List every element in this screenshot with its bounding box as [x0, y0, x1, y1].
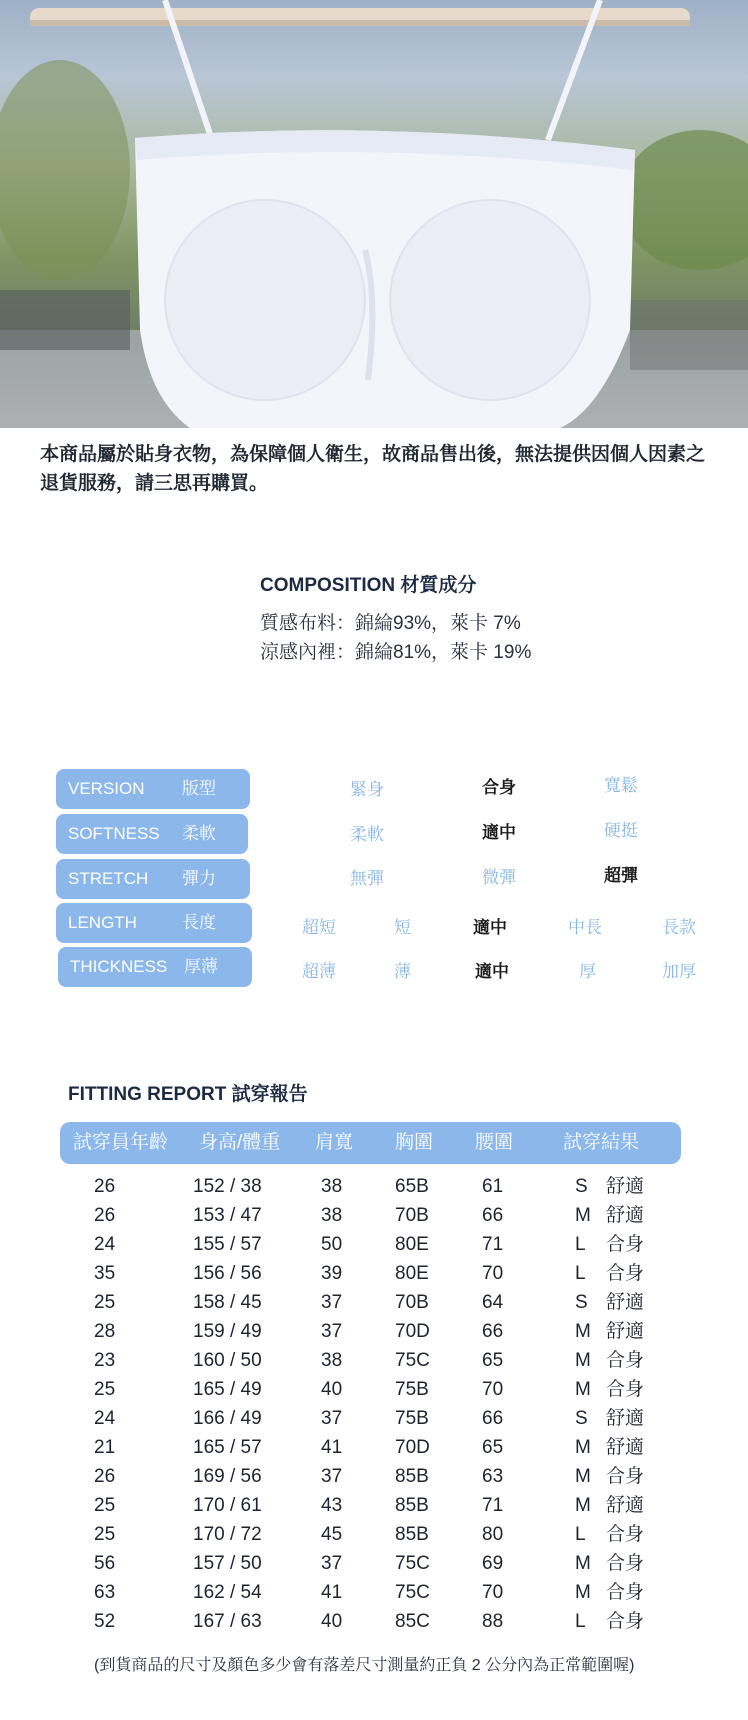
row-result: 合身 [606, 1466, 645, 1487]
attr-option: 短 [394, 918, 411, 937]
row-shoulder: 39 [321, 1263, 343, 1284]
row-size: M [575, 1379, 591, 1400]
header-shoulder: 肩寬 [315, 1132, 354, 1153]
row-result: 合身 [606, 1611, 645, 1632]
return-policy-notice: 本商品屬於貼身衣物，為保障個人衛生，故商品售出後，無法提供因個人因素之退貨服務，請三思再購買。 [40, 444, 706, 494]
camisole-illustration [0, 0, 748, 428]
row-size: L [575, 1524, 586, 1545]
table-row [0, 1578, 748, 1607]
composition-title: COMPOSITION 材質成分 [260, 575, 477, 596]
row-result: 舒適 [606, 1292, 645, 1313]
row-bust: 80E [395, 1263, 429, 1284]
row-height-weight: 160 / 50 [193, 1350, 262, 1371]
row-height-weight: 169 / 56 [193, 1466, 262, 1487]
row-age: 25 [94, 1495, 116, 1516]
row-height-weight: 170 / 61 [193, 1495, 262, 1516]
attr-option: 寬鬆 [604, 776, 638, 795]
composition-line: 質感布料：錦綸93%，萊卡 7% [260, 613, 521, 634]
row-bust: 70D [395, 1437, 430, 1458]
row-bust: 75C [395, 1350, 430, 1371]
row-waist: 66 [482, 1205, 504, 1226]
header-waist: 腰圍 [475, 1132, 514, 1153]
row-result: 舒適 [606, 1205, 645, 1226]
attr-option: 適中 [482, 823, 516, 842]
row-height-weight: 162 / 54 [193, 1582, 262, 1603]
row-shoulder: 40 [321, 1379, 343, 1400]
row-result: 合身 [606, 1553, 645, 1574]
composition-line: 涼感內裡：錦綸81%，萊卡 19% [260, 642, 532, 663]
table-row [0, 1172, 748, 1201]
row-bust: 80E [395, 1234, 429, 1255]
row-height-weight: 165 / 57 [193, 1437, 262, 1458]
row-waist: 70 [482, 1582, 504, 1603]
row-waist: 65 [482, 1437, 504, 1458]
row-bust: 75B [395, 1379, 429, 1400]
row-age: 26 [94, 1176, 116, 1197]
attr-option: 超彈 [604, 866, 638, 885]
table-row [0, 1375, 748, 1404]
row-waist: 61 [482, 1176, 504, 1197]
row-height-weight: 165 / 49 [193, 1379, 262, 1400]
row-height-weight: 155 / 57 [193, 1234, 262, 1255]
row-waist: 71 [482, 1495, 504, 1516]
row-size: S [575, 1176, 588, 1197]
row-bust: 85C [395, 1611, 430, 1632]
row-result: 舒適 [606, 1495, 645, 1516]
attr-option: 加厚 [662, 962, 696, 981]
row-bust: 70B [395, 1292, 429, 1313]
row-size: L [575, 1263, 586, 1284]
row-size: M [575, 1466, 591, 1487]
attr-option: 超薄 [302, 962, 336, 981]
attr-label-en: STRETCH [68, 869, 149, 888]
attr-option: 合身 [482, 778, 516, 797]
table-row [0, 1259, 748, 1288]
row-shoulder: 37 [321, 1466, 343, 1487]
row-bust: 65B [395, 1176, 429, 1197]
table-row [0, 1404, 748, 1433]
product-photo [0, 0, 748, 428]
attr-option: 柔軟 [350, 825, 384, 844]
row-size: M [575, 1321, 591, 1342]
row-shoulder: 41 [321, 1582, 343, 1603]
attr-option: 超短 [302, 918, 336, 937]
attr-label-zh: 長度 [182, 913, 216, 932]
row-age: 24 [94, 1408, 116, 1429]
row-shoulder: 37 [321, 1292, 343, 1313]
row-shoulder: 37 [321, 1553, 343, 1574]
row-waist: 80 [482, 1524, 504, 1545]
row-size: M [575, 1437, 591, 1458]
header-height-weight: 身高/體重 [199, 1132, 281, 1153]
attr-label-zh: 柔軟 [182, 824, 216, 843]
attr-label-zh: 版型 [182, 779, 216, 798]
row-size: M [575, 1553, 591, 1574]
row-age: 25 [94, 1379, 116, 1400]
row-age: 25 [94, 1524, 116, 1545]
row-height-weight: 156 / 56 [193, 1263, 262, 1284]
attr-option: 長款 [662, 918, 696, 937]
row-age: 23 [94, 1350, 116, 1371]
row-bust: 70D [395, 1321, 430, 1342]
attr-option: 厚 [579, 962, 596, 981]
attr-label-zh: 彈力 [182, 869, 216, 888]
row-height-weight: 158 / 45 [193, 1292, 262, 1313]
attr-option: 中長 [568, 918, 602, 937]
row-result: 合身 [606, 1524, 645, 1545]
row-height-weight: 152 / 38 [193, 1176, 262, 1197]
attr-option: 薄 [394, 962, 411, 981]
row-result: 合身 [606, 1582, 645, 1603]
attr-option: 微彈 [482, 868, 516, 887]
row-age: 26 [94, 1466, 116, 1487]
attr-pill-length [56, 903, 252, 943]
row-result: 舒適 [606, 1321, 645, 1342]
row-result: 舒適 [606, 1408, 645, 1429]
attr-option: 適中 [473, 918, 507, 937]
table-row [0, 1462, 748, 1491]
attr-option: 硬挺 [604, 821, 638, 840]
row-height-weight: 153 / 47 [193, 1205, 262, 1226]
table-row [0, 1201, 748, 1230]
row-shoulder: 38 [321, 1176, 343, 1197]
row-result: 舒適 [606, 1176, 645, 1197]
row-shoulder: 38 [321, 1350, 343, 1371]
attr-pill-softness [56, 814, 248, 854]
row-waist: 70 [482, 1379, 504, 1400]
row-shoulder: 41 [321, 1437, 343, 1458]
header-age: 試穿員年齡 [73, 1132, 169, 1153]
row-size: L [575, 1234, 586, 1255]
attr-label-en: VERSION [68, 779, 145, 798]
row-result: 合身 [606, 1263, 645, 1284]
row-size: M [575, 1350, 591, 1371]
row-height-weight: 170 / 72 [193, 1524, 262, 1545]
row-waist: 70 [482, 1263, 504, 1284]
row-waist: 88 [482, 1611, 504, 1632]
attr-label-en: THICKNESS [70, 957, 168, 976]
row-waist: 66 [482, 1321, 504, 1342]
row-shoulder: 40 [321, 1611, 343, 1632]
attr-option: 適中 [475, 962, 509, 981]
header-result: 試穿結果 [563, 1132, 640, 1153]
row-age: 25 [94, 1292, 116, 1313]
row-size: L [575, 1611, 586, 1632]
row-bust: 85B [395, 1524, 429, 1545]
row-age: 35 [94, 1263, 116, 1284]
table-row [0, 1549, 748, 1578]
attr-option: 緊身 [350, 780, 384, 799]
table-row [0, 1230, 748, 1259]
attr-option: 無彈 [350, 869, 384, 888]
fitting-table-header [60, 1122, 681, 1164]
row-bust: 75B [395, 1408, 429, 1429]
row-age: 21 [94, 1437, 116, 1458]
row-waist: 63 [482, 1466, 504, 1487]
row-shoulder: 43 [321, 1495, 343, 1516]
row-bust: 75C [395, 1582, 430, 1603]
row-waist: 69 [482, 1553, 504, 1574]
row-result: 舒適 [606, 1437, 645, 1458]
attr-pill-thickness [58, 947, 252, 987]
row-bust: 85B [395, 1466, 429, 1487]
row-height-weight: 159 / 49 [193, 1321, 262, 1342]
header-bust: 胸圍 [395, 1132, 434, 1153]
attr-pill-stretch [56, 859, 250, 899]
table-row [0, 1491, 748, 1520]
row-age: 26 [94, 1205, 116, 1226]
row-waist: 71 [482, 1234, 504, 1255]
table-row [0, 1607, 748, 1636]
row-height-weight: 166 / 49 [193, 1408, 262, 1429]
row-bust: 70B [395, 1205, 429, 1226]
attr-pill-version [56, 769, 250, 809]
row-shoulder: 37 [321, 1321, 343, 1342]
row-age: 28 [94, 1321, 116, 1342]
attr-label-en: LENGTH [68, 913, 137, 932]
row-shoulder: 37 [321, 1408, 343, 1429]
row-waist: 64 [482, 1292, 504, 1313]
row-size: M [575, 1205, 591, 1226]
table-row [0, 1288, 748, 1317]
attr-label-en: SOFTNESS [68, 824, 160, 843]
row-waist: 65 [482, 1350, 504, 1371]
row-height-weight: 157 / 50 [193, 1553, 262, 1574]
row-height-weight: 167 / 63 [193, 1611, 262, 1632]
row-size: M [575, 1582, 591, 1603]
row-size: S [575, 1292, 588, 1313]
table-row [0, 1433, 748, 1462]
row-size: M [575, 1495, 591, 1516]
fitting-report-title: FITTING REPORT 試穿報告 [68, 1084, 308, 1105]
row-shoulder: 50 [321, 1234, 343, 1255]
row-age: 63 [94, 1582, 116, 1603]
table-row [0, 1520, 748, 1549]
row-size: S [575, 1408, 588, 1429]
row-age: 52 [94, 1611, 116, 1632]
row-age: 24 [94, 1234, 116, 1255]
row-waist: 66 [482, 1408, 504, 1429]
table-row [0, 1346, 748, 1375]
row-age: 56 [94, 1553, 116, 1574]
row-shoulder: 38 [321, 1205, 343, 1226]
fitting-footnote: (到貨商品的尺寸及顏色多少會有落差尺寸測量約正負 2 公分內為正常範圍喔) [94, 1657, 635, 1674]
table-row [0, 1317, 748, 1346]
attr-label-zh: 厚薄 [184, 957, 218, 976]
row-bust: 75C [395, 1553, 430, 1574]
row-result: 合身 [606, 1234, 645, 1255]
row-bust: 85B [395, 1495, 429, 1516]
row-result: 合身 [606, 1379, 645, 1400]
row-shoulder: 45 [321, 1524, 343, 1545]
row-result: 合身 [606, 1350, 645, 1371]
